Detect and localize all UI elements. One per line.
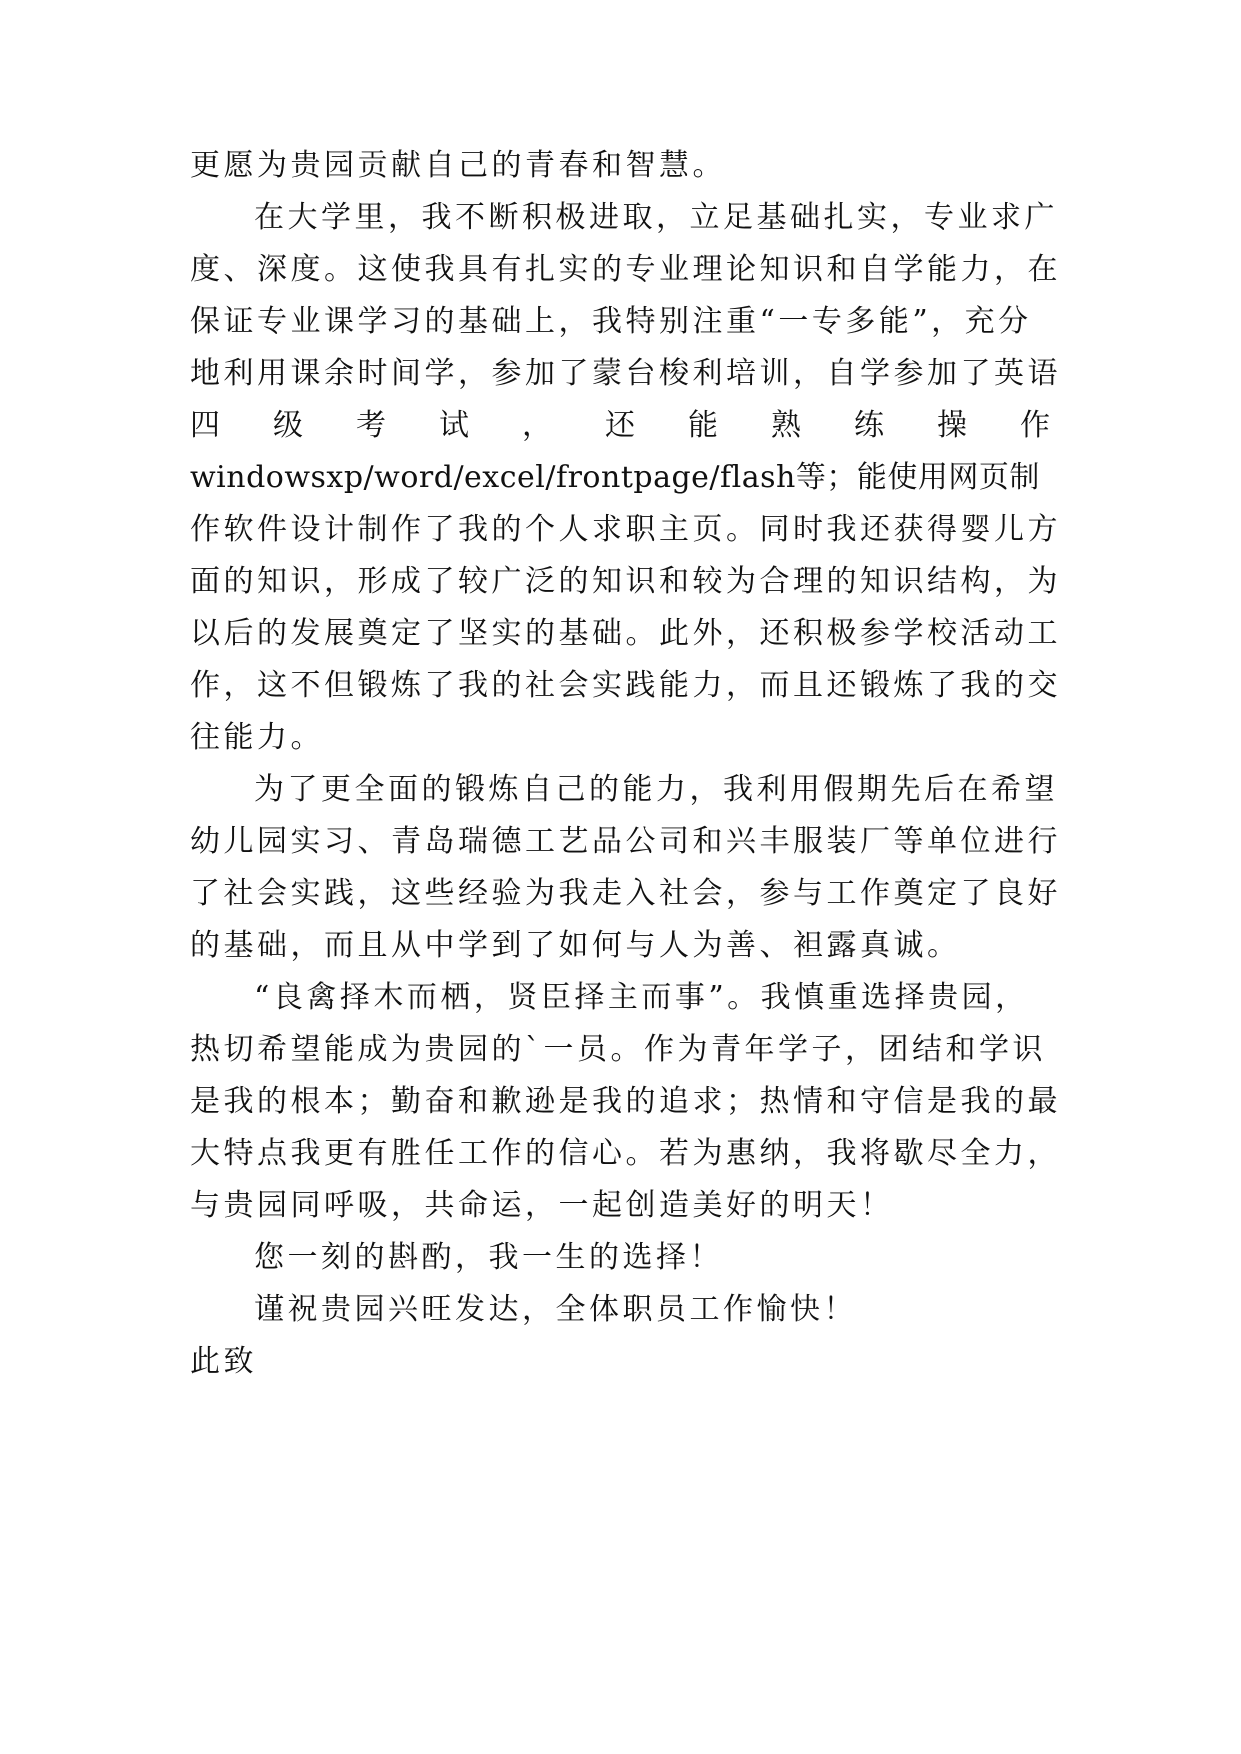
text-line: 保证专业课学习的基础上，我特别注重“一专多能”，充分: [190, 304, 1032, 339]
justified-char: 还: [605, 408, 635, 443]
text-line: 更愿为贵园贡献自己的青春和智慧。: [190, 148, 726, 183]
text-line: 作软件设计制作了我的个人求职主页。同时我还获得婴儿方: [190, 512, 1061, 547]
text-line: 与贵园同呼吸，共命运，一起创造美好的明天！: [190, 1188, 894, 1223]
text-line: 热切希望能成为贵园的`一员。作为青年学子，团结和学识: [190, 1032, 1046, 1067]
closing-salutation: 此致: [190, 1344, 257, 1379]
text-line: 是我的根本；勤奋和歉逊是我的追求；热情和守信是我的最: [190, 1084, 1061, 1119]
justified-char: 四: [190, 408, 220, 443]
text-line: 幼儿园实习、青岛瑞德工艺品公司和兴丰服装厂等单位进行: [190, 824, 1061, 859]
justified-char: 练: [854, 408, 884, 443]
text-line: 地利用课余时间学，参加了蒙台梭利培训，自学参加了英语: [190, 356, 1061, 391]
text-line: 了社会实践，这些经验为我走入社会，参与工作奠定了良好: [190, 876, 1061, 911]
paragraph-start-line: 您一刻的斟酌，我一生的选择！: [254, 1240, 723, 1275]
justified-text-line: [190, 406, 1050, 446]
text-line: 度、深度。这使我具有扎实的专业理论知识和自学能力，在: [190, 252, 1061, 287]
justified-char: 试: [439, 408, 469, 443]
justified-char: 操: [937, 408, 967, 443]
justified-char: 考: [356, 408, 386, 443]
justified-char: 级: [273, 408, 303, 443]
text-line: 大特点我更有胜任工作的信心。若为惠纳，我将歇尽全力，: [190, 1136, 1061, 1171]
paragraph-start-line: 为了更全面的锻炼自己的能力，我利用假期先后在希望: [254, 772, 1058, 807]
text-line: 作，这不但锻炼了我的社会实践能力，而且还锻炼了我的交: [190, 668, 1061, 703]
justified-char: 能: [688, 408, 718, 443]
paragraph-start-line: 在大学里，我不断积极进取，立足基础扎实，专业求广: [254, 200, 1058, 235]
paragraph-start-line: “良禽择木而栖，贤臣择主而事”。我慎重选择贵园，: [254, 980, 1029, 1015]
justified-char: 作: [1020, 408, 1050, 443]
paragraph-start-line: 谨祝贵园兴旺发达，全体职员工作愉快！: [254, 1292, 857, 1327]
text-line: 的基础，而且从中学到了如何与人为善、袒露真诚。: [190, 928, 961, 963]
justified-char: ，: [522, 408, 552, 443]
text-line: 面的知识，形成了较广泛的知识和较为合理的知识结构，为: [190, 564, 1061, 599]
text-line: windowsxp/word/excel/frontpage/flash等；能使用网页制: [190, 460, 1040, 495]
justified-char: 熟: [771, 408, 801, 443]
text-line: 往能力。: [190, 720, 324, 755]
text-line: 以后的发展奠定了坚实的基础。此外，还积极参学校活动工: [190, 616, 1061, 651]
